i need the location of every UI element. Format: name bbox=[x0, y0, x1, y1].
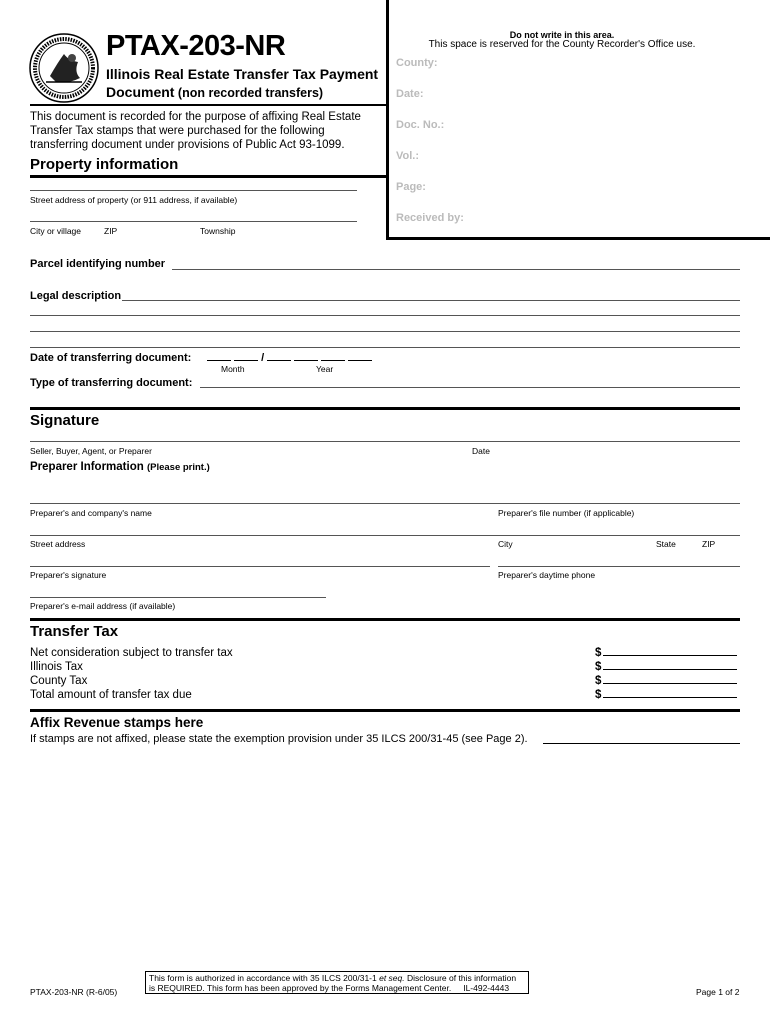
dollar-sign: $ bbox=[595, 661, 602, 673]
state-seal-icon bbox=[28, 32, 100, 104]
city-zip-township-line[interactable] bbox=[30, 221, 357, 222]
preparer-zip-label: ZIP bbox=[702, 539, 716, 549]
preparer-file-label: Preparer's file number (if applicable) bbox=[498, 508, 635, 518]
legal-description-line-4[interactable] bbox=[30, 347, 740, 348]
signature-section-rule bbox=[30, 407, 740, 410]
authorization-box bbox=[145, 971, 529, 994]
parcel-input-line[interactable] bbox=[172, 269, 740, 270]
recorder-page: Page: bbox=[396, 181, 426, 193]
auth-line-1a: This form is authorized in accordance with 35 ILCS 200/31-1 bbox=[149, 973, 380, 983]
form-title-subtitle: (non recorded transfers) bbox=[174, 86, 324, 100]
signature-date-label: Date bbox=[472, 446, 490, 456]
county-tax-amount[interactable] bbox=[595, 674, 737, 688]
intro-text: This document is recorded for the purpose of affixing Real Estate Transfer Tax stamps that were purchased for the following transferring document under provisions of Public Act 93-1099. bbox=[30, 111, 361, 151]
parcel-label: Parcel identifying number bbox=[30, 258, 166, 270]
form-title-document: Document bbox=[106, 84, 175, 100]
net-consideration-label: Net consideration subject to transfer tax bbox=[30, 647, 233, 659]
preparer-email-line[interactable] bbox=[30, 597, 326, 598]
legal-description-label: Legal description bbox=[30, 290, 122, 302]
preparer-email-label: Preparer's e-mail address (if available) bbox=[30, 601, 176, 611]
illinois-tax-amount[interactable] bbox=[595, 660, 737, 674]
auth-line-1 bbox=[149, 973, 525, 983]
transfer-type-label: Type of transferring document: bbox=[30, 377, 193, 389]
transfer-type-line[interactable] bbox=[200, 387, 740, 388]
recorder-doc-no: Doc. No.: bbox=[396, 119, 445, 131]
form-id-title: PTAX-203-NR bbox=[106, 30, 286, 62]
auth-code: IL-492-4443 bbox=[463, 983, 510, 993]
preparer-phone-label: Preparer's daytime phone bbox=[498, 570, 596, 580]
preparer-signature-label: Preparer's signature bbox=[30, 570, 107, 580]
seller-buyer-label: Seller, Buyer, Agent, or Preparer bbox=[30, 446, 152, 456]
year-label: Year bbox=[316, 364, 334, 374]
total-tax-label: Total amount of transfer tax due bbox=[30, 689, 192, 701]
preparer-street-label: Street address bbox=[30, 539, 86, 549]
property-heading-rule bbox=[30, 175, 387, 178]
header-divider bbox=[30, 104, 387, 106]
preparer-name-label: Preparer's and company's name bbox=[30, 508, 152, 518]
recorder-county: County: bbox=[396, 57, 438, 69]
township-label: Township bbox=[200, 226, 236, 236]
stamps-exemption-text: If stamps are not affixed, please state the exemption provision under 35 ILCS 200/31-45 (see Page 2). bbox=[30, 733, 528, 745]
county-tax-label: County Tax bbox=[30, 675, 88, 687]
auth-line-2 bbox=[149, 983, 525, 993]
signature-heading: Signature bbox=[30, 412, 100, 429]
dollar-sign: $ bbox=[595, 647, 602, 659]
preparer-heading-text: Preparer Information bbox=[30, 461, 144, 473]
transfer-date-label: Date of transferring document: bbox=[30, 352, 192, 364]
legal-description-line-3[interactable] bbox=[30, 331, 740, 332]
form-code: PTAX-203-NR (R-6/05) bbox=[30, 987, 118, 997]
zip-label: ZIP bbox=[104, 226, 118, 236]
preparer-state-label: State bbox=[656, 539, 676, 549]
legal-description-line-2[interactable] bbox=[30, 315, 740, 316]
preparer-heading bbox=[30, 461, 210, 473]
net-consideration-amount[interactable] bbox=[595, 646, 737, 660]
recorder-received-by: Received by: bbox=[396, 212, 464, 224]
preparer-city-label: City bbox=[498, 539, 513, 549]
recorder-date: Date: bbox=[396, 88, 424, 100]
auth-line-1-et-seq: et seq. bbox=[379, 973, 405, 983]
recorder-notice-title: Do not write in this area. bbox=[509, 30, 615, 40]
exemption-input-line[interactable] bbox=[543, 743, 740, 744]
street-address-line[interactable] bbox=[30, 190, 357, 191]
recorder-box-left-border bbox=[386, 0, 389, 240]
preparer-phone-line[interactable] bbox=[498, 566, 740, 567]
transfer-tax-heading: Transfer Tax bbox=[30, 623, 119, 640]
form-title-line1: Illinois Real Estate Transfer Tax Payment bbox=[106, 66, 379, 82]
signature-line[interactable] bbox=[30, 441, 740, 442]
street-address-label: Street address of property (or 911 address, if available) bbox=[30, 195, 238, 205]
preparer-heading-note: (Please print.) bbox=[146, 462, 210, 473]
total-tax-amount[interactable] bbox=[595, 688, 737, 702]
transfer-tax-amounts bbox=[595, 646, 737, 702]
recorder-vol: Vol.: bbox=[396, 150, 420, 162]
property-heading: Property information bbox=[30, 156, 179, 173]
preparer-name-line[interactable] bbox=[30, 503, 740, 504]
recorder-notice-text: This space is reserved for the County Recorder's Office use. bbox=[428, 39, 696, 50]
form-title-line2 bbox=[106, 84, 323, 100]
auth-line-1b: Disclosure of this information bbox=[404, 973, 517, 983]
preparer-address-line[interactable] bbox=[30, 535, 740, 536]
dollar-sign: $ bbox=[595, 675, 602, 687]
month-label: Month bbox=[221, 364, 245, 374]
dollar-sign: $ bbox=[595, 689, 602, 701]
transfer-tax-labels bbox=[30, 646, 233, 702]
transfer-tax-rule bbox=[30, 618, 740, 621]
preparer-signature-line[interactable] bbox=[30, 566, 490, 567]
legal-description-line-1[interactable] bbox=[122, 300, 740, 301]
stamps-rule bbox=[30, 709, 740, 712]
page-number: Page 1 of 2 bbox=[696, 987, 740, 997]
city-label: City or village bbox=[30, 226, 82, 236]
transfer-date-fields[interactable]: / bbox=[207, 352, 372, 364]
recorder-box-bottom-border bbox=[386, 237, 770, 240]
illinois-tax-label: Illinois Tax bbox=[30, 661, 83, 673]
auth-line-2-text: is REQUIRED. This form has been approved by the Forms Management Center. bbox=[149, 983, 452, 993]
stamps-heading: Affix Revenue stamps here bbox=[30, 715, 204, 730]
